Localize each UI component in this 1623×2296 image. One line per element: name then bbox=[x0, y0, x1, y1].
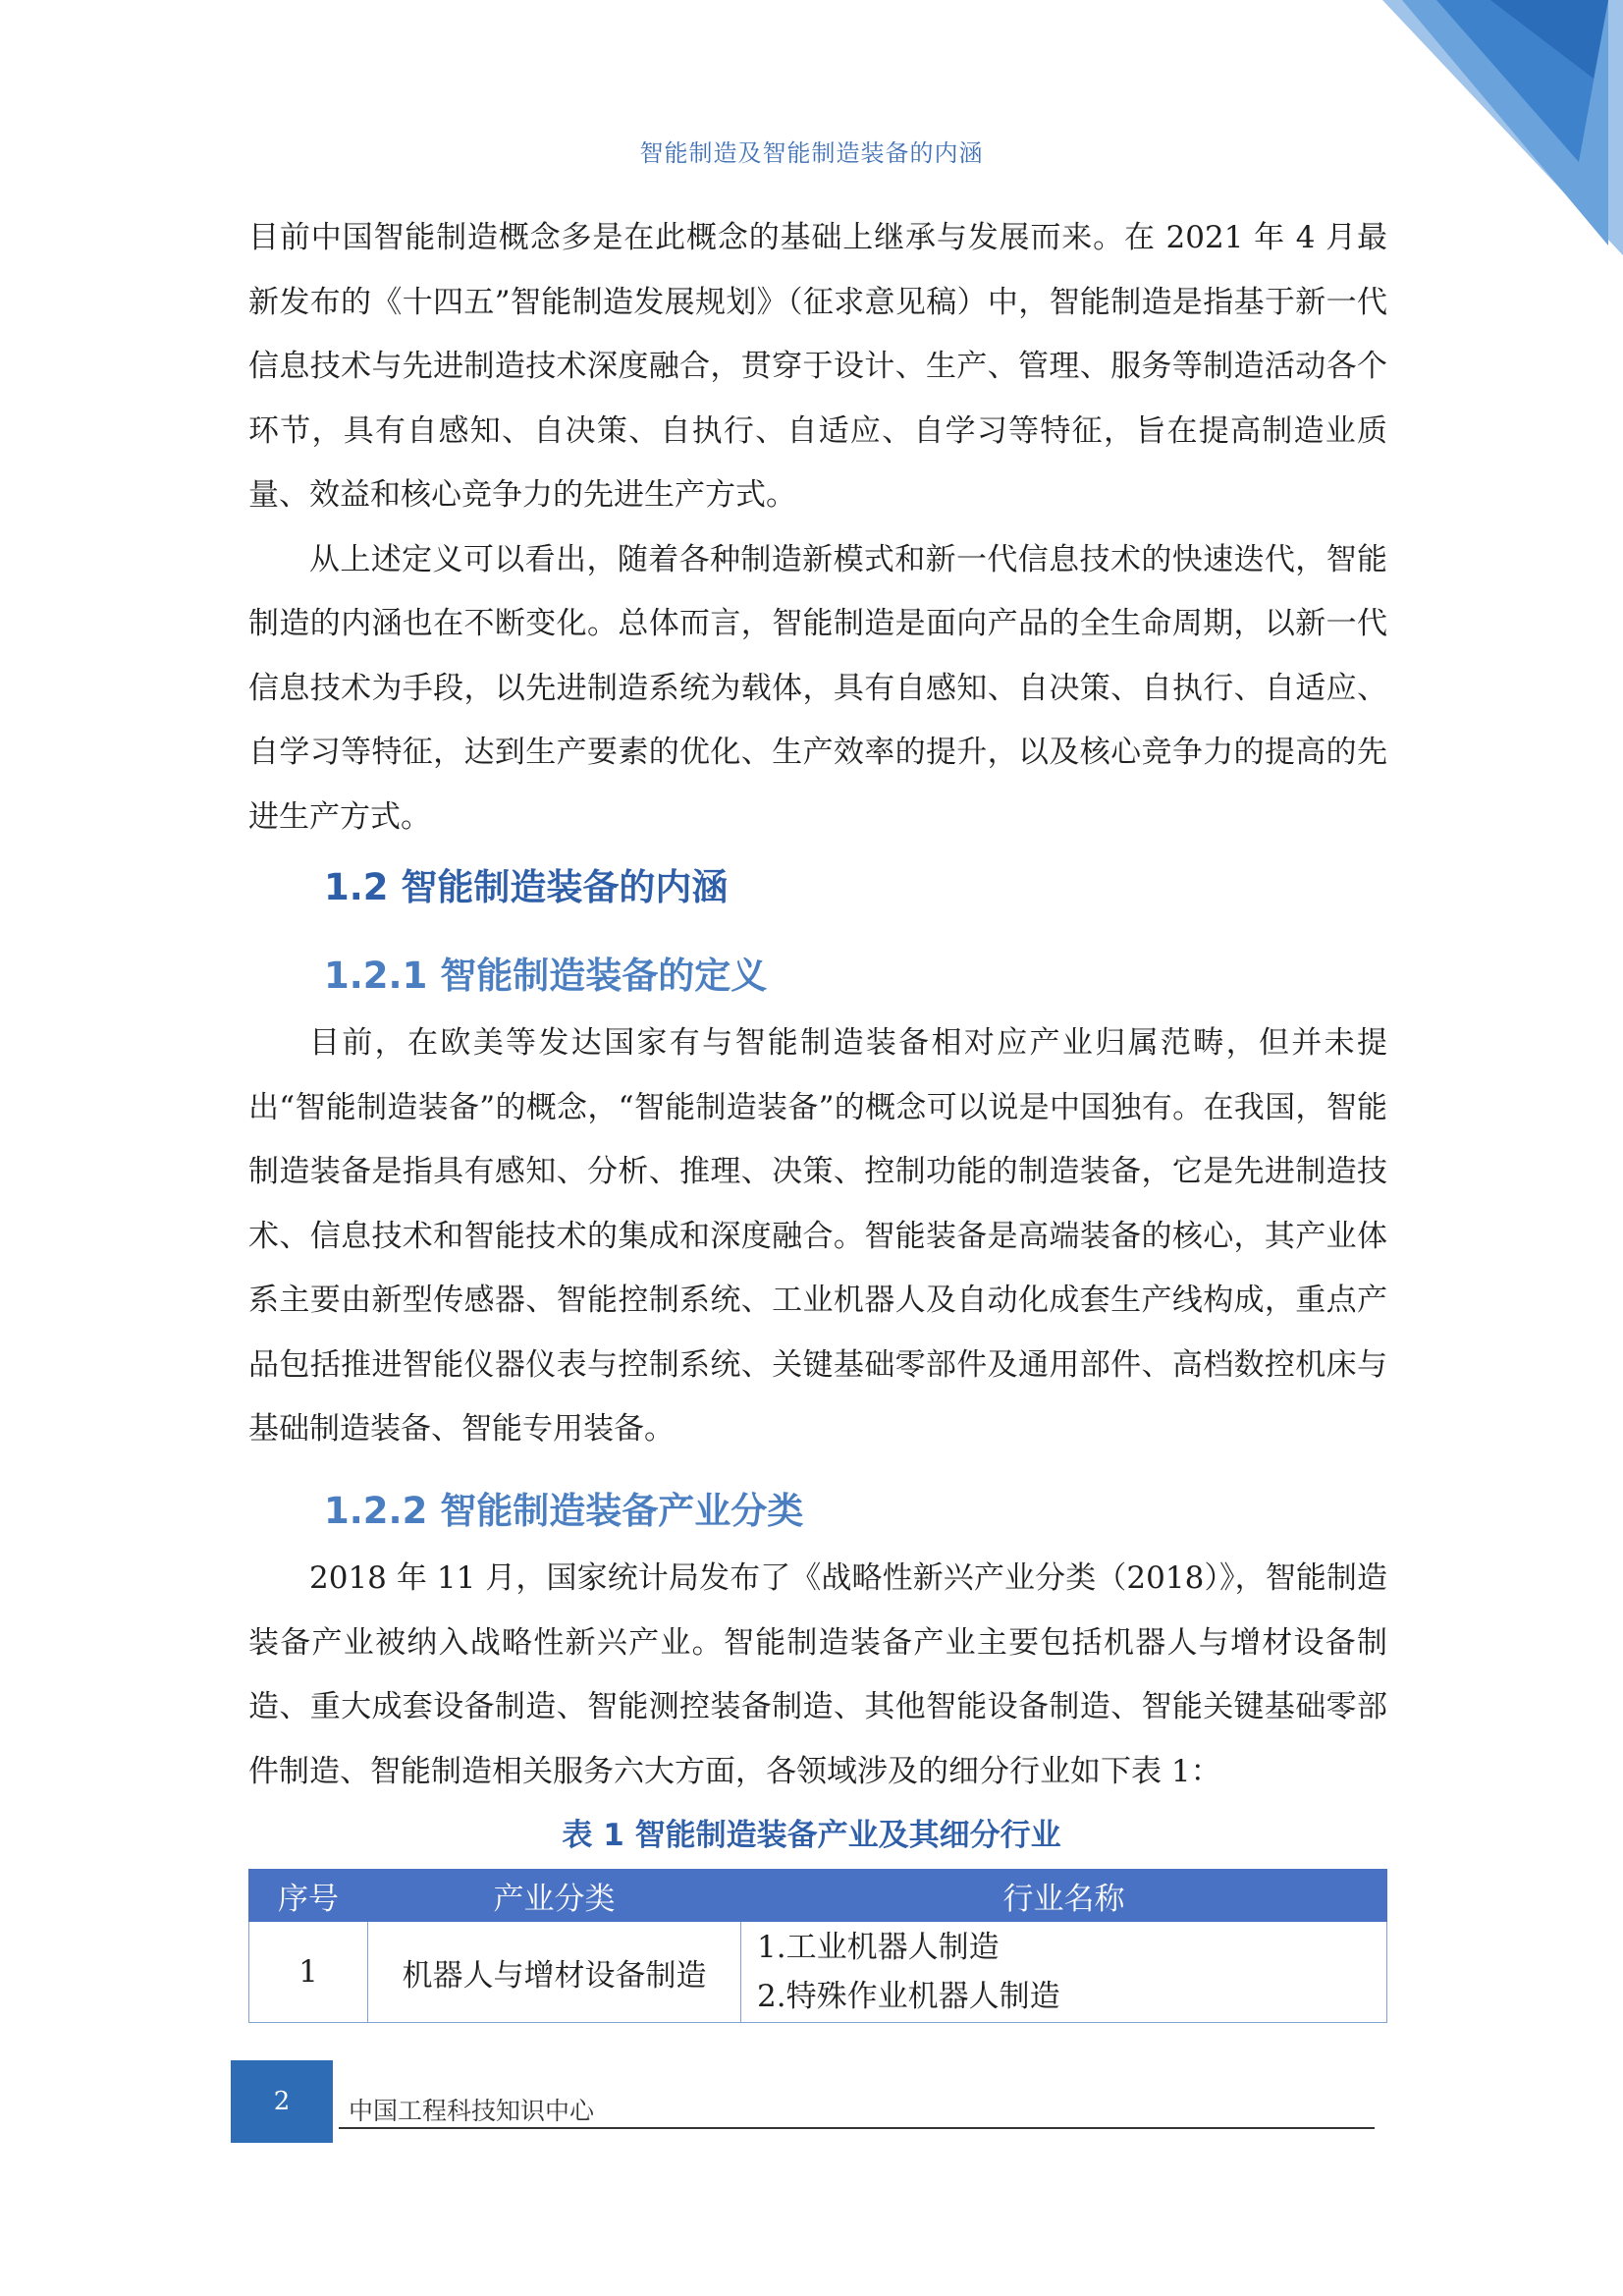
paragraph: 2018 年 11 月，国家统计局发布了《战略性新兴产业分类（2018）》，智能制造装备产业被纳入战略性新兴产业。智能制造装备产业主要包括机器人与增材设备制造、重大成套设备制造、智能测控装备制造、其他智能设备制造、智能关键基础零部件制造、智能制造相关服务六大方面，各领域涉及的细分行业如下表 1： bbox=[248, 1560, 1387, 1789]
corner-decoration bbox=[1382, 0, 1623, 255]
paragraph: 目前，在欧美等发达国家有与智能制造装备相对应产业归属范畴，但并未提出“智能制造装备”的概念，“智能制造装备”的概念可以说是中国独有。在我国，智能制造装备是指具有感知、分析、推理、决策、控制功能的制造装备，它是先进制造技术、信息技术和智能技术的集成和深度融合。智能装备是高端装备的核心，其产业体系主要由新型传感器、智能控制系统、工业机器人及自动化成套生产线构成，重点产品包括推进智能仪器仪表与控制系统、关键基础零部件及通用部件、高档数控机床与基础制造装备、智能专用装备。 bbox=[248, 1025, 1387, 1447]
column-header-category: 产业分类 bbox=[368, 1870, 741, 1922]
table-caption: 表 1 智能制造装备产业及其细分行业 bbox=[562, 1818, 1061, 1853]
table-header-row bbox=[249, 1870, 1387, 1922]
running-header: 智能制造及智能制造装备的内涵 bbox=[639, 139, 984, 167]
cell-index: 1 bbox=[249, 1922, 368, 2023]
industry-item: 1.工业机器人制造 bbox=[757, 1930, 1000, 1965]
footer-divider bbox=[339, 2127, 1375, 2129]
page-number: 2 bbox=[231, 2060, 333, 2143]
section-classification bbox=[248, 1547, 1387, 1804]
subsection-heading: 1.2.2 智能制造装备产业分类 bbox=[324, 1490, 804, 1532]
footer-publisher: 中国工程科技知识中心 bbox=[349, 2097, 595, 2125]
cell-industry bbox=[741, 1922, 1387, 2023]
section-intro bbox=[248, 206, 1387, 849]
cell-category: 机器人与增材设备制造 bbox=[368, 1922, 741, 2023]
paragraph: 从上述定义可以看出，随着各种制造新模式和新一代信息技术的快速迭代，智能制造的内涵也在不断变化。总体而言，智能制造是面向产品的全生命周期，以新一代信息技术为手段，以先进制造系统为载体，具有自感知、自决策、自执行、自适应、自学习等特征，达到生产要素的优化、生产效率的提升，以及核心竞争力的提高的先进生产方式。 bbox=[248, 541, 1387, 835]
industry-item: 2.特殊作业机器人制造 bbox=[757, 1979, 1060, 2014]
subsection-heading: 1.2.1 智能制造装备的定义 bbox=[324, 955, 768, 997]
paragraph: 目前中国智能制造概念多是在此概念的基础上继承与发展而来。在 2021 年 4 月最新发布的《十四五”智能制造发展规划》（征求意见稿）中，智能制造是指基于新一代信息技术与先进制造技术深度融合，贯穿于设计、生产、管理、服务等制造活动各个环节，具有自感知、自决策、自执行、自适应、自学习等特征，旨在提高制造业质量、效益和核心竞争力的先进生产方式。 bbox=[248, 220, 1387, 513]
column-header-index: 序号 bbox=[249, 1870, 368, 1922]
industry-table bbox=[248, 1869, 1387, 2023]
table-row bbox=[249, 1922, 1387, 2023]
section-definition bbox=[248, 1011, 1387, 1462]
section-heading: 1.2 智能制造装备的内涵 bbox=[324, 866, 729, 908]
column-header-industry: 行业名称 bbox=[741, 1870, 1387, 1922]
